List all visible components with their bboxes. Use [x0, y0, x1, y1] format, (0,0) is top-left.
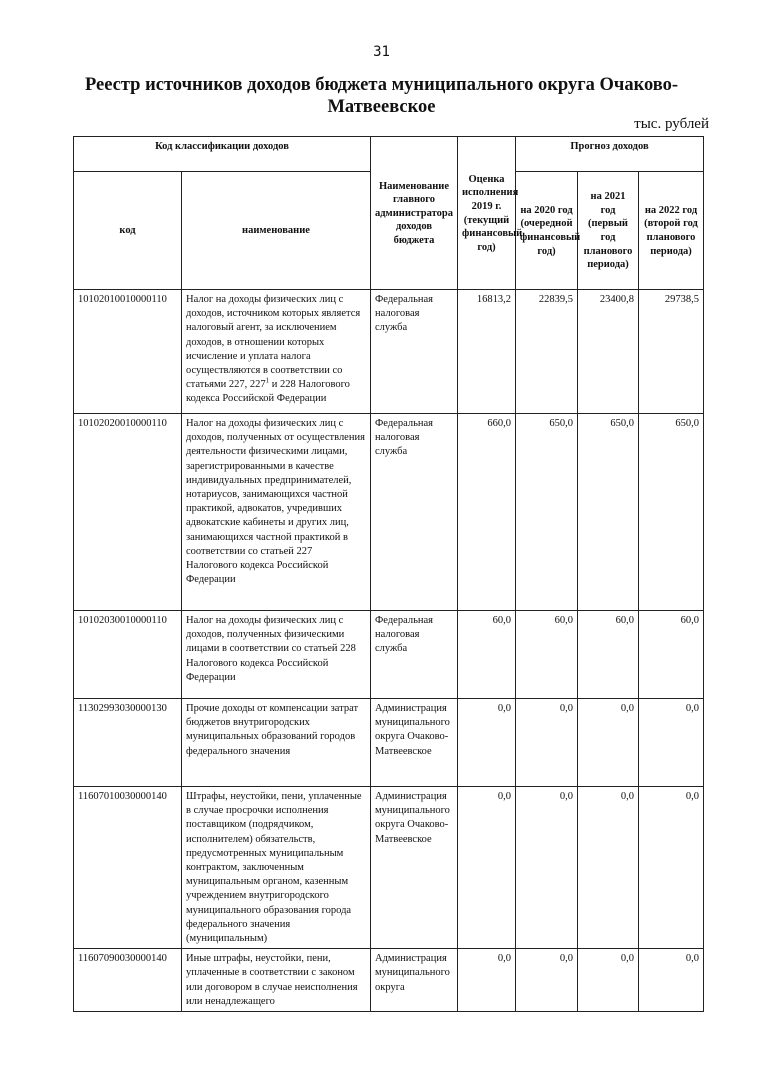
row-2021: 60,0 — [578, 611, 639, 699]
row-2022: 0,0 — [639, 787, 704, 949]
row-code: 11302993030000130 — [74, 699, 182, 787]
header-estimate: Оценка исполнения 2019 г. (текущий финансовый год) — [458, 137, 516, 290]
row-2022: 60,0 — [639, 611, 704, 699]
row-name: Прочие доходы от компенсации затрат бюджетов внутригородских муниципальных образований городов федерального значения — [182, 699, 371, 787]
row-estimate: 660,0 — [458, 414, 516, 611]
row-estimate: 0,0 — [458, 949, 516, 1012]
row-2022: 0,0 — [639, 949, 704, 1012]
row-2020: 0,0 — [516, 949, 578, 1012]
row-2020: 0,0 — [516, 699, 578, 787]
header-code: код — [74, 172, 182, 290]
table-row — [74, 414, 704, 611]
table-row — [74, 699, 704, 787]
document-title: Реестр источников доходов бюджета муниципального округа Очаково-Матвеевское — [84, 75, 679, 117]
page-number: 31 — [373, 44, 390, 60]
row-estimate: 60,0 — [458, 611, 516, 699]
row-2021: 650,0 — [578, 414, 639, 611]
header-admin: Наименование главного администратора доходов бюджета — [371, 137, 458, 290]
header-2020: на 2020 год (очередной финансовый год) — [516, 172, 578, 290]
row-admin: Федеральная налоговая служба — [371, 414, 458, 611]
header-2021: на 2021 год (первый год планового периода) — [578, 172, 639, 290]
row-admin: Администрация муниципального округа Очаково-Матвеевское — [371, 787, 458, 949]
row-2021: 0,0 — [578, 949, 639, 1012]
row-2022: 0,0 — [639, 699, 704, 787]
row-code: 10102030010000110 — [74, 611, 182, 699]
row-admin: Федеральная налоговая служба — [371, 611, 458, 699]
row-code: 11607010030000140 — [74, 787, 182, 949]
row-estimate: 0,0 — [458, 699, 516, 787]
row-estimate: 16813,2 — [458, 290, 516, 414]
row-2022: 650,0 — [639, 414, 704, 611]
table-row — [74, 290, 704, 414]
row-code: 10102020010000110 — [74, 414, 182, 611]
row-2021: 0,0 — [578, 699, 639, 787]
row-name: Налог на доходы физических лиц с доходов, полученных физическими лицами в соответствии со статьей 228 Налогового кодекса Российской Федерации — [182, 611, 371, 699]
row-admin: Федеральная налоговая служба — [371, 290, 458, 414]
row-admin: Администрация муниципального округа — [371, 949, 458, 1012]
row-2021: 0,0 — [578, 787, 639, 949]
row-code: 11607090030000140 — [74, 949, 182, 1012]
row-2020: 60,0 — [516, 611, 578, 699]
header-classification: Код классификации доходов — [74, 137, 371, 172]
row-2020: 650,0 — [516, 414, 578, 611]
row-name: Налог на доходы физических лиц с доходов, полученных от осуществления деятельности физическими лицами, зарегистрированными в качестве индивидуальных предпринимателей, нотариусов, занимающихся частной практикой, адвокатов, учредивших адвокатские кабинеты и других лиц, занимающихся частной практикой в соответствии со статьей 227 Налогового кодекса Российской Федерации — [182, 414, 371, 611]
table-row — [74, 787, 704, 949]
row-name: Налог на доходы физических лиц с доходов, источником которых является налоговый агент, за исключением доходов, в отношении которых исчисление и уплата налога осуществляются в соответствии со статьями 227, $227^1$ и 228 Налогового кодекса Российской Федерации — [182, 290, 371, 414]
row-2020: 0,0 — [516, 787, 578, 949]
row-admin: Администрация муниципального округа Очаково-Матвеевское — [371, 699, 458, 787]
revenue-sources-table — [73, 136, 704, 1012]
row-estimate: 0,0 — [458, 787, 516, 949]
row-name: Иные штрафы, неустойки, пени, уплаченные в соответствии с законом или договором в случае неисполнения или ненадлежащего — [182, 949, 371, 1012]
table-row — [74, 611, 704, 699]
row-2022: 29738,5 — [639, 290, 704, 414]
header-forecast: Прогноз доходов — [516, 137, 704, 172]
header-2022: на 2022 год (второй год планового периода) — [639, 172, 704, 290]
header-name: наименование — [182, 172, 371, 290]
row-2020: 22839,5 — [516, 290, 578, 414]
row-name: Штрафы, неустойки, пени, уплаченные в случае просрочки исполнения поставщиком (подрядчиком, исполнителем) обязательств, предусмотренных муниципальным контрактом, заключенным муниципальным органом, казенным учреждением внутригородского муниципального образования города федерального значения (муниципальным) — [182, 787, 371, 949]
table-row — [74, 949, 704, 1012]
row-2021: 23400,8 — [578, 290, 639, 414]
row-code: 10102010010000110 — [74, 290, 182, 414]
units-label: тыс. рублей — [634, 116, 709, 132]
